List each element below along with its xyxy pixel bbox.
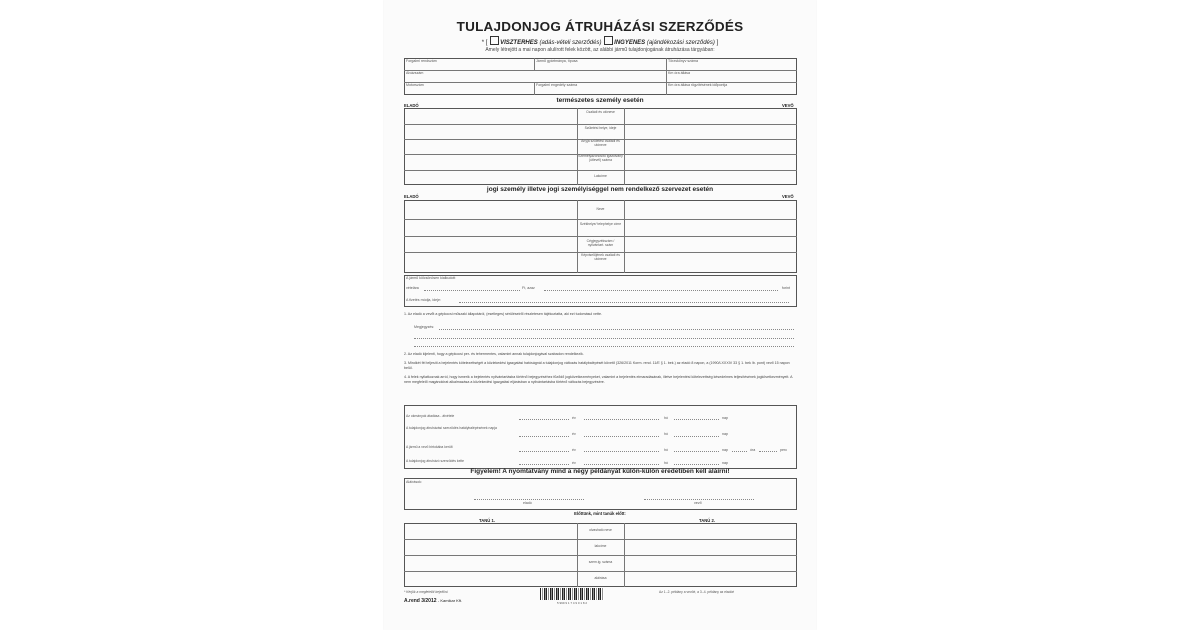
clause-3: 3. Mindkét fél teljesíti a bejelentés kötelezettségét a közlekedési igazgatási hatóságnál a tulajdonjog változás hatálybalépését követő (326/2011 Korm. rend. 11/E § 1. bek.) az eladó 8 napon, a (1990/LXXXIV 33 § 1. bek /b. pont) vevő 15 napon belül.	[404, 361, 790, 370]
form-code	[404, 598, 462, 604]
option-free-label: INGYENES	[614, 40, 646, 46]
legal-person-heading: jogi személy illetve jogi személyiséggel nem rendelkező szervezet esetén	[486, 186, 714, 193]
natural-id-label: Személyazonosító igazolvány (útlevél) száma	[578, 154, 623, 162]
witness-address-label: lakcíme	[594, 544, 607, 548]
option-free-note: (ajándékozási szerződés)	[646, 40, 715, 46]
contract-type-line	[384, 36, 816, 46]
vehicle-make-label: Jármű gyártmánya, típusa	[536, 59, 578, 63]
date3-minute: perc	[780, 448, 787, 452]
natural-birth-label: Születési helye, ideje	[584, 126, 617, 130]
mode-suffix: ]	[716, 40, 719, 46]
vehicle-chassis-label: Alvázszám	[406, 71, 424, 75]
price-intro-label: A jármű kölcsönösen kialkudott	[406, 276, 456, 280]
contract-sheet	[384, 0, 816, 630]
form-code-number: A.rend 3/2012	[404, 598, 437, 604]
signature-buyer-label: vevő	[694, 501, 702, 505]
vehicle-permit-label: Forgalmi engedély száma	[536, 83, 578, 87]
option-onerous-label: VISZTERHES	[500, 40, 538, 46]
natural-buyer-label: VEVŐ	[782, 103, 794, 108]
date-row-possession: A jármű a vevő birtokába került	[406, 445, 453, 449]
date-row-effective: A tulajdonjog átruházási szerződés hatálybalépésének napja	[406, 426, 497, 430]
vehicle-km-label: Km óra állása	[668, 71, 690, 75]
signature-warning: Figyelem! A nyomtatvány mind a négy példányát külön-külön eredetiben kell aláírni!	[470, 468, 730, 475]
checkbox-free[interactable]	[604, 36, 613, 45]
natural-mother-label: Anyja születési családi és utóneve	[581, 139, 620, 147]
payment-method-label: A fizetés módja, ideje:	[406, 298, 441, 302]
natural-seller-label: ELADÓ	[404, 103, 419, 108]
legal-regno-label: Cégjegyzékszám / nyilvántart. szám	[586, 239, 615, 247]
clause-4: 4. A felek nyilatkoznak arról, hogy ismerik a bejelentés nyilvántartásba történő bejegyzéséhez fűződő jogkövetkezményeket, valamint a bejelentés elmaradásának, illetve bejelentési kötelezettség késedelmes teljesítésének jogkövetkezményeit. A nem megfelelő magánokirat alkalmazása a közlekedési igazgatási eljárásban a nyilvántartásba történő változás bejegyzésére.	[404, 375, 793, 384]
legal-seller-label: ELADÓ	[404, 194, 419, 199]
vehicle-plate-label: Forgalmi rendszám	[406, 59, 437, 63]
clause-2: 2. Az eladó kijelenti, hogy a gépkocsi per- és tehermentes, valamint annak tulajdonjogával szabadon rendelkezik.	[404, 352, 584, 356]
date3-hour: óra	[750, 448, 756, 452]
footer-note: * Kérjük a megfelelőt bejelölni.	[404, 590, 449, 594]
date1-day: nap	[722, 416, 728, 420]
date1-month: hó	[664, 416, 668, 420]
natural-person-heading: természetes személy esetén	[556, 97, 644, 104]
signatures-label: Aláírások:	[406, 480, 422, 484]
legal-rep-label: Képviselőjének családi és utóneve	[581, 253, 620, 261]
date-row-documents: Az okmányok átadása - átvétele	[406, 414, 455, 418]
legal-name-label: Neve	[596, 207, 605, 211]
date4-year: év	[572, 461, 576, 465]
price-forint-label: forint	[782, 286, 790, 290]
signature-seller-label: eladó	[523, 501, 532, 505]
option-onerous-note: (adás-vételi szerződés)	[539, 40, 602, 46]
date3-year: év	[572, 448, 576, 452]
vehicle-table	[404, 58, 797, 95]
witness-signature-label: aláírása	[594, 576, 607, 580]
witness-id-label: szem.ig. száma	[588, 560, 613, 564]
date4-month: hó	[664, 461, 668, 465]
vehicle-engine-label: Motorszám	[406, 83, 424, 87]
witnesses-heading: Előttünk, mint tanúk előtt:	[574, 511, 626, 516]
barcode-text: 5 999 9 1 7 4 9 0 1 8 2	[556, 601, 588, 605]
natural-address-label: Lakcíme	[594, 174, 607, 178]
remarks-label: Megjegyzés:	[414, 325, 435, 329]
document-title: TULAJDONJOG ÁTRUHÁZÁSI SZERZŐDÉS	[456, 20, 744, 34]
clause-1: 1. Az eladó a vevőt a gépkocsi műszaki állapotáról, (esetleges) sérüléseiről részletesen tájékoztatta, aki ezt tudomásul vette.	[404, 312, 602, 316]
date2-year: év	[572, 432, 576, 436]
vehicle-registry-label: Törzskönyv száma	[668, 59, 698, 63]
date4-day: nap	[722, 461, 728, 465]
copies-note: Az 1.-2. példány a vevőé, a 3.-4. példány az eladóé	[659, 590, 735, 594]
intro-text: Amely létrejött a mai napon alulírott felek között, az alábbi jármű tulajdonjogának átruházása tárgyában:	[485, 47, 715, 53]
price-ft-label: Ft, azaz	[522, 286, 535, 290]
barcode	[540, 588, 604, 600]
date2-day: nap	[722, 432, 728, 436]
legal-seat-label: Székhelye/ telephelye címe	[579, 222, 622, 226]
natural-name-label: Családi és utóneve	[586, 110, 615, 114]
witness-2-label: TANÚ 2.	[699, 518, 715, 523]
date3-month: hó	[664, 448, 668, 452]
date2-month: hó	[664, 432, 668, 436]
date3-day: nap	[722, 448, 728, 452]
legal-buyer-label: VEVŐ	[782, 194, 794, 199]
vehicle-km-date-label: Km óra állása rögzítésének időpontja	[668, 83, 728, 87]
date-row-signed: A tulajdonjog átruházó szerződés kelte	[406, 459, 465, 463]
witness-1-label: TANÚ 1.	[479, 518, 495, 523]
mode-prefix: * [	[481, 40, 488, 46]
date1-year: év	[572, 416, 576, 420]
checkbox-onerous[interactable]	[490, 36, 499, 45]
price-label: vételára	[406, 286, 419, 290]
witness-name-label: olvasható neve	[589, 528, 612, 532]
publisher-name: - Kamikar Kft.	[437, 598, 463, 603]
signatures-box	[404, 478, 797, 510]
